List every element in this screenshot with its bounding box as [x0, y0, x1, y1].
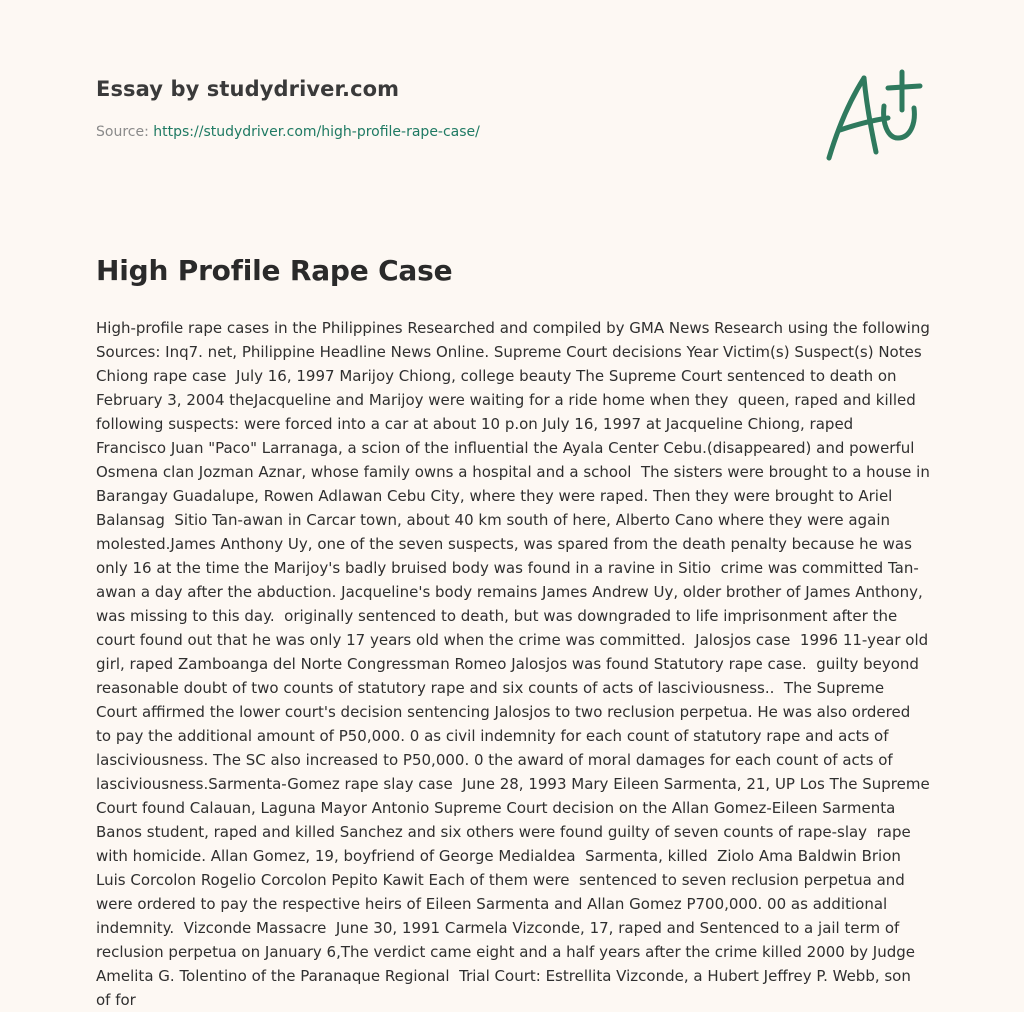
source-link[interactable]: https://studydriver.com/high-profile-rape-case/	[153, 124, 480, 140]
essay-title: High Profile Rape Case	[96, 254, 453, 287]
site-brand: Essay by studydriver.com	[96, 77, 400, 101]
source-line	[96, 124, 480, 140]
essay-body: High-profile rape cases in the Philippines Researched and compiled by GMA News Research using the following Sources: Inq7. net, Philippine Headline News Online. Supreme Court decisions Year Victim(s) Suspect(s) Notes Chiong rape case July 16, 1997 Marijoy Chiong, college beauty The Supreme Court sentenced to death on February 3, 2004 theJacqueline and Marijoy were waiting for a ride home when they queen, raped and killed following suspects: were forced into a car at about 10 p.on July 16, 1997 at Jacqueline Chiong, raped Francisco Juan "Paco" Larranaga, a scion of the influential the Ayala Center Cebu.(disappeared) and powerful Osmena clan Jozman Aznar, whose family owns a hospital and a school The sisters were brought to a house in Barangay Guadalupe, Rowen Adlawan Cebu City, where they were raped. Then they were brought to Ariel Balansag Sitio Tan-awan in Carcar town, about 40 km south of here, Alberto Cano where they were again molested.James Anthony Uy, one of the seven suspects, was spared from the death penalty because he was only 16 at the time the Marijoy's badly bruised body was found in a ravine in Sitio crime was committed Tan-awan a day after the abduction. Jacqueline's body remains James Andrew Uy, older brother of James Anthony, was missing to this day. originally sentenced to death, but was downgraded to life imprisonment after the court found out that he was only 17 years old when the crime was committed. Jalosjos case 1996 11-year old girl, raped Zamboanga del Norte Congressman Romeo Jalosjos was found Statutory rape case. guilty beyond reasonable doubt of two counts of statutory rape and six counts of acts of lasciviousness.. The Supreme Court affirmed the lower court's decision sentencing Jalosjos to two reclusion perpetua. He was also ordered to pay the additional amount of P50,000. 0 as civil indemnity for each count of statutory rape and acts of lasciviousness. The SC also increased to P50,000. 0 the award of moral damages for each count of acts of lasciviousness.Sarmenta-Gomez rape slay case June 28, 1993 Mary Eileen Sarmenta, 21, UP Los The Supreme Court found Calauan, Laguna Mayor Antonio Supreme Court decision on the Allan Gomez-Eileen Sarmenta Banos student, raped and killed Sanchez and six others were found guilty of seven counts of rape-slay rape with homicide. Allan Gomez, 19, boyfriend of George Medialdea Sarmenta, killed Ziolo Ama Baldwin Brion Luis Corcolon Rogelio Corcolon Pepito Kawit Each of them were sentenced to seven reclusion perpetua and were ordered to pay the respective heirs of Eileen Sarmenta and Allan Gomez P700,000. 00 as additional indemnity. Vizconde Massacre June 30, 1991 Carmela Vizconde, 17, raped and Sentenced to a jail term of reclusion perpetua on January 6,The verdict came eight and a half years after the crime killed 2000 by Judge Amelita G. Tolentino of the Paranaque Regional Trial Court: Estrellita Vizconde, a Hubert Jeffrey P. Webb, son of for	[96, 319, 935, 1009]
a-plus-logo-icon	[818, 66, 930, 166]
source-label: Source:	[96, 124, 154, 140]
